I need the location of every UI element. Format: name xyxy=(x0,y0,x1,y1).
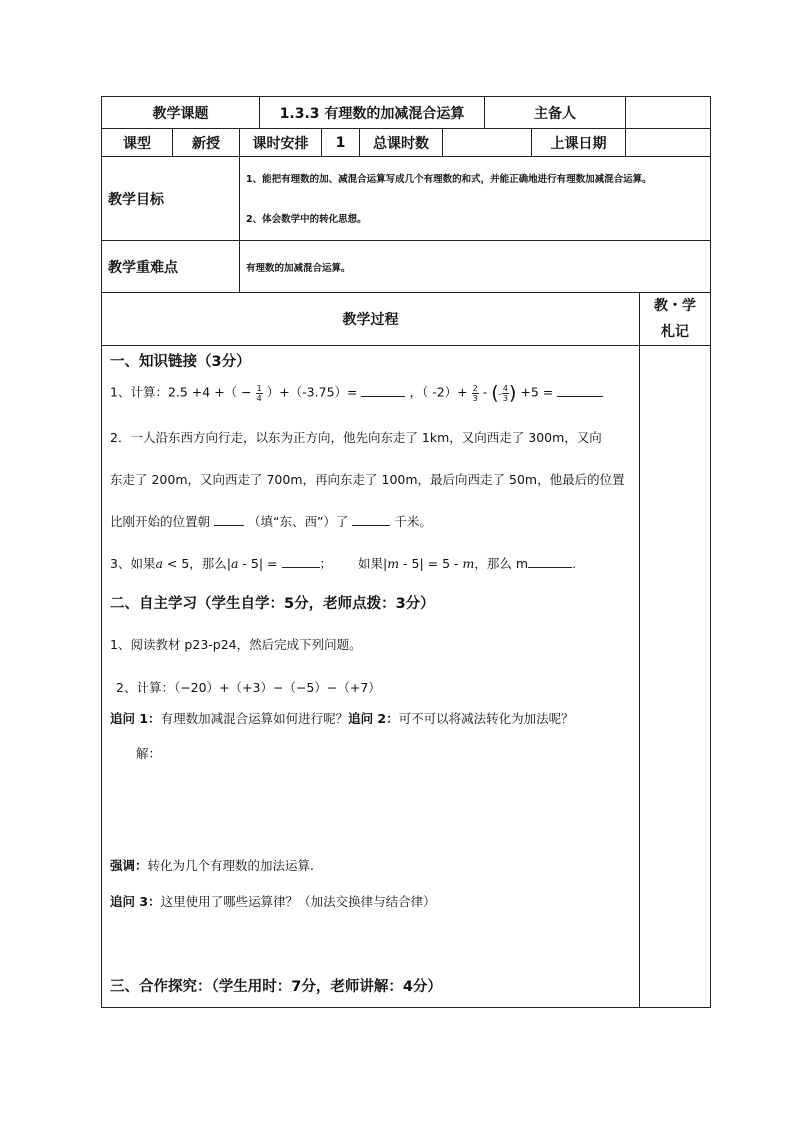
total-value xyxy=(443,129,532,157)
answer-blank[interactable] xyxy=(282,555,320,568)
section-3-title: 三、合作探究：（学生用时：7分，老师讲解：4分） xyxy=(110,979,442,995)
follow-up-question-3 xyxy=(110,892,436,910)
follow-up-2-label: 追问 2： xyxy=(348,711,399,726)
topic-label: 教学课题 xyxy=(102,97,260,129)
schedule-value: 1 xyxy=(322,129,360,157)
emphasis-note xyxy=(110,856,314,874)
notes-column xyxy=(640,346,711,1008)
q2-part-c: 千米。 xyxy=(394,514,432,529)
notes-label-2: 札记 xyxy=(661,324,690,340)
q2-part-b: （填“东、西”）了 xyxy=(247,514,349,529)
fraction-1-4: $\frac{1}{4}$ xyxy=(256,383,262,403)
q3-part-e: 如果| xyxy=(358,556,388,571)
answer-blank[interactable] xyxy=(528,555,572,568)
objectives-cell xyxy=(240,157,711,241)
difficulty-text: 有理数的加减混合运算。 xyxy=(240,241,711,293)
q3-part-f: - 5| = 5 - xyxy=(399,556,459,571)
answer-blank[interactable] xyxy=(214,513,244,526)
variable-m: m xyxy=(387,556,400,571)
objective-item-1: 1、能把有理数的加、减混合运算写成几个有理数的和式，并能正确地进行有理数加减混合运算。 xyxy=(246,174,652,185)
section-1-title: 一、知识链接（3分） xyxy=(110,354,251,370)
variable-m: m xyxy=(462,556,475,571)
question-2-line-3 xyxy=(110,512,432,530)
date-label: 上课日期 xyxy=(532,129,626,157)
notes-header xyxy=(640,293,711,346)
q1-part-c: ，（ -2）+ xyxy=(409,384,468,400)
process-body-row xyxy=(102,346,711,1008)
topic-value: 1.3.3 有理数的加减混合运算 xyxy=(260,97,485,129)
section-2-item-2: 2、计算：（−20）+（+3）−（−5）−（+7） xyxy=(116,680,381,695)
preparer-label: 主备人 xyxy=(485,97,626,129)
fraction-4-3: $\frac{4}{3}$ xyxy=(502,383,508,403)
objectives-label: 教学目标 xyxy=(102,157,240,241)
process-header-row xyxy=(102,293,711,346)
q3-part-c: - 5| = xyxy=(238,556,278,571)
process-label: 教学过程 xyxy=(102,293,640,346)
notes-label-1: 教・学 xyxy=(654,298,697,314)
topic-row xyxy=(102,97,711,129)
date-value xyxy=(626,129,711,157)
difficulty-row xyxy=(102,241,711,293)
lesson-plan-table xyxy=(101,96,711,1008)
total-label: 总课时数 xyxy=(360,129,443,157)
question-2-line-2: 东走了 200m，又向西走了 700m，再向东走了 100m，最后向西走了 50m，他最后的位置 xyxy=(110,472,625,487)
answer-blank[interactable] xyxy=(361,384,405,397)
emphasis-label: 强调： xyxy=(110,858,148,873)
fraction-2-3: $\frac{2}{3}$ xyxy=(472,383,478,403)
q1-part-a: 1、计算：2.5 +4 +（ − xyxy=(110,384,252,400)
section-2-item-1: 1、阅读教材 p23-p24，然后完成下列问题。 xyxy=(110,637,362,652)
objectives-row xyxy=(102,157,711,241)
q2-part-a: 比刚开始的位置朝 xyxy=(110,514,211,529)
solution-label: 解： xyxy=(136,746,162,761)
emphasis-text: 转化为几个有理数的加法运算. xyxy=(147,858,314,873)
follow-up-2-text: 可不可以将减法转化为加法呢？ xyxy=(398,711,574,726)
section-2-title: 二、自主学习（学生自学：5分，老师点拨：3分） xyxy=(110,596,435,612)
q1-part-b: ）+（-3.75）= xyxy=(266,384,358,400)
follow-up-1-text: 有理数加减混合运算如何进行呢？ xyxy=(160,711,349,726)
answer-blank[interactable] xyxy=(352,513,390,526)
follow-up-3-text: 这里使用了哪些运算律？（加法交换律与结合律） xyxy=(160,894,436,909)
q3-part-h: . xyxy=(572,556,577,571)
type-value: 新授 xyxy=(173,129,240,157)
q3-part-g: ，那么 m xyxy=(474,556,529,571)
right-paren-icon: ) xyxy=(508,382,517,404)
type-label: 课型 xyxy=(102,129,173,157)
question-1 xyxy=(110,382,603,404)
q1-part-d: - xyxy=(482,384,488,400)
follow-up-questions-1-2 xyxy=(110,709,574,727)
difficulty-label: 教学重难点 xyxy=(102,241,240,293)
minus-sign: - xyxy=(498,389,502,400)
q1-part-e: +5 = xyxy=(520,384,554,400)
question-3 xyxy=(110,554,576,572)
answer-blank[interactable] xyxy=(557,384,603,397)
question-2-line-1: 2．一人沿东西方向行走，以东为正方向，他先向东走了 1km，又向西走了 300m，又向 xyxy=(110,430,602,445)
variable-a: a xyxy=(231,556,239,571)
q3-part-d: ； xyxy=(319,556,333,571)
preparer-value xyxy=(626,97,711,129)
variable-a: a xyxy=(155,556,163,571)
schedule-label: 课时安排 xyxy=(240,129,322,157)
left-paren-icon: ( xyxy=(491,382,499,404)
follow-up-3-label: 追问 3： xyxy=(110,894,161,909)
follow-up-1-label: 追问 1： xyxy=(110,711,161,726)
info-row xyxy=(102,129,711,157)
objective-item-2: 2、体会数学中的转化思想。 xyxy=(246,214,367,225)
q3-part-a: 3、如果 xyxy=(110,556,156,571)
process-content xyxy=(102,346,640,1008)
q3-part-b: < 5，那么| xyxy=(162,556,231,571)
